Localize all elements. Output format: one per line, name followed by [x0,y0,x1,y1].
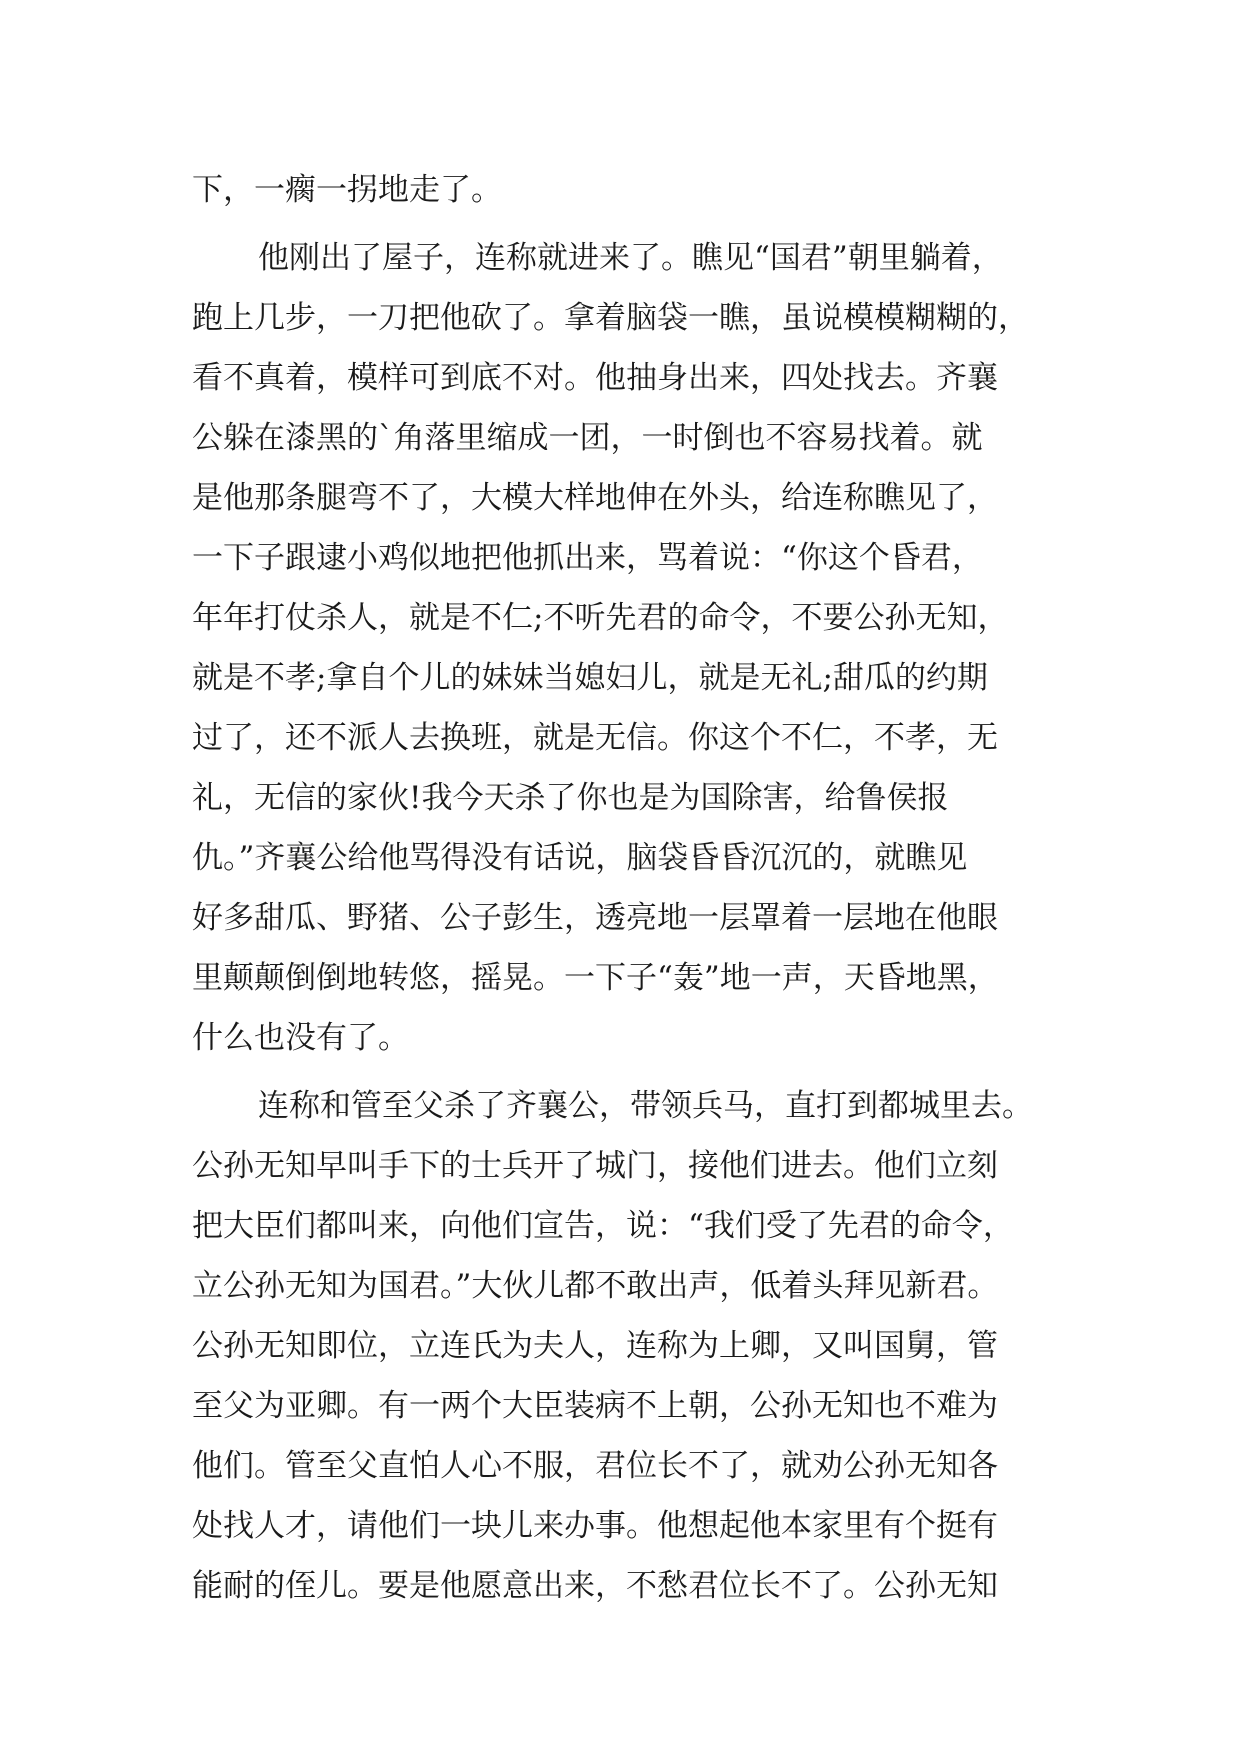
paragraph-gap [192,1068,1072,1076]
text-line: 年年打仗杀人，就是不仁;不听先君的命令，不要公孙无知， [192,600,1009,636]
text-line: 是他那条腿弯不了，大模大样地伸在外头，给连称瞧见了， [192,480,998,516]
text-line: 连称和管至父杀了齐襄公，带领兵马，直打到都城里去。 [258,1088,1033,1124]
text-line: 他刚出了屋子，连称就进来了。瞧见“国君”朝里躺着， [258,240,1003,276]
text-line: 至父为亚卿。有一两个大臣装病不上朝，公孙无知也不难为 [192,1388,998,1424]
text-line: 公躲在漆黑的`角落里缩成一团，一时倒也不容易找着。就 [192,420,983,456]
text-line: 什么也没有了。 [192,1020,409,1056]
body-text [192,160,1072,1616]
text-line: 能耐的侄儿。要是他愿意出来，不愁君位长不了。公孙无知 [192,1568,998,1604]
text-line: 礼，无信的家伙!我今天杀了你也是为国除害，给鲁侯报 [192,780,949,816]
text-line: 一下子跟逮小鸡似地把他抓出来，骂着说：“你这个昏君， [192,540,983,576]
text-line: 下，一瘸一拐地走了。 [192,172,502,208]
text-line: 看不真着，模样可到底不对。他抽身出来，四处找去。齐襄 [192,360,998,396]
text-line: 公孙无知早叫手下的士兵开了城门，接他们进去。他们立刻 [192,1148,998,1184]
text-line: 立公孙无知为国君。”大伙儿都不敢出声，低着头拜见新君。 [192,1268,999,1304]
text-line: 过了，还不派人去换班，就是无信。你这个不仁，不孝，无 [192,720,998,756]
text-line: 公孙无知即位，立连氏为夫人，连称为上卿，又叫国舅，管 [192,1328,998,1364]
text-line: 仇。”齐襄公给他骂得没有话说，脑袋昏昏沉沉的，就瞧见 [192,840,968,876]
text-line: 跑上几步，一刀把他砍了。拿着脑袋一瞧，虽说模模糊糊的， [192,300,1029,336]
text-line: 里颠颠倒倒地转悠，摇晃。一下子“轰”地一声，天昏地黑， [192,960,999,996]
paragraph-gap [192,220,1072,228]
text-line: 处找人才，请他们一块儿来办事。他想起他本家里有个挺有 [192,1508,998,1544]
text-line: 好多甜瓜、野猪、公子彭生，透亮地一层罩着一层地在他眼 [192,900,998,936]
text-line: 把大臣们都叫来，向他们宣告，说：“我们受了先君的命令， [192,1208,1014,1244]
text-line: 他们。管至父直怕人心不服，君位长不了，就劝公孙无知各 [192,1448,998,1484]
text-line: 就是不孝;拿自个儿的妹妹当媳妇儿，就是无礼;甜瓜的约期 [192,660,988,696]
